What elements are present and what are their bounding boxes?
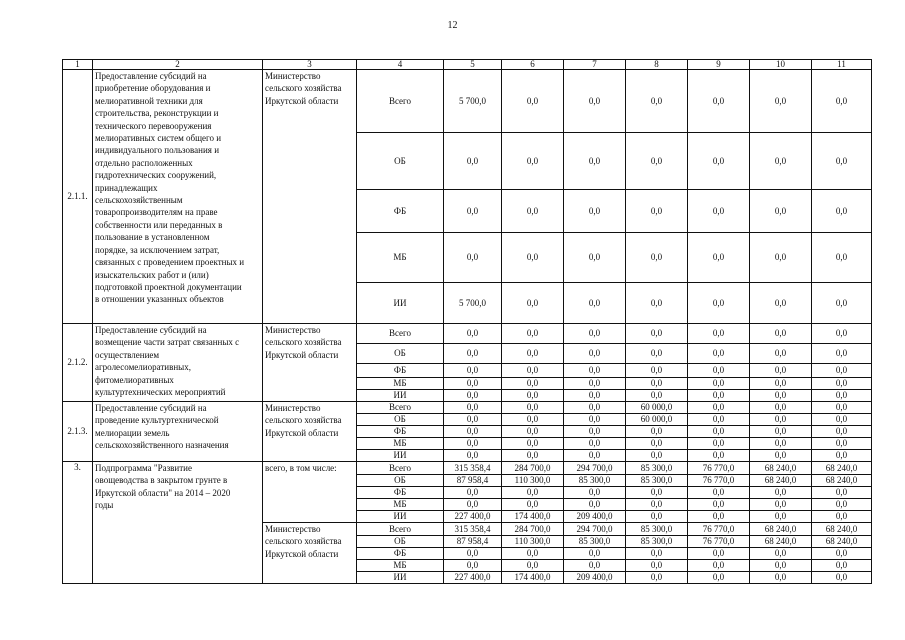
value-cell: 0,0 [502, 133, 564, 190]
value-cell: 0,0 [564, 283, 626, 324]
item-name-line: индивидуального пользования и [95, 145, 220, 156]
value-cell: 0,0 [502, 70, 564, 133]
item-name-line: сельскохозяйственным [95, 195, 183, 206]
value-cell: 0,0 [502, 190, 564, 233]
value-cell: 68 240,0 [750, 536, 812, 548]
value-cell: 0,0 [812, 70, 872, 133]
item-name-line: Иркутской области" на 2014 – 2020 [95, 487, 231, 498]
value-cell: 0,0 [626, 511, 688, 523]
item-name-line: связанных с проведением проектных и [95, 257, 245, 268]
value-cell: 0,0 [812, 560, 872, 572]
funding-source: МБ [357, 233, 444, 283]
value-cell: 0,0 [812, 438, 872, 450]
value-cell: 0,0 [626, 378, 688, 390]
executor [263, 324, 357, 402]
table-row [63, 462, 872, 475]
value-cell: 0,0 [564, 390, 626, 402]
item-name-line: мелиоративной техники для [95, 95, 203, 106]
executor-line: Иркутской области [265, 427, 339, 438]
funding-source: ОБ [357, 536, 444, 548]
item-name-line: осуществлением [95, 349, 160, 360]
funding-source: МБ [357, 560, 444, 572]
executor [263, 402, 357, 462]
value-cell: 0,0 [502, 324, 564, 344]
item-name-line: собственности или переданных в [95, 219, 223, 230]
item-name-line: в отношении указанных объектов [95, 294, 224, 305]
value-cell: 5 700,0 [444, 283, 502, 324]
executor [263, 70, 357, 324]
value-cell: 68 240,0 [812, 523, 872, 536]
col-header: 4 [357, 60, 444, 70]
value-cell: 0,0 [812, 450, 872, 462]
funding-source: ИИ [357, 572, 444, 584]
value-cell: 0,0 [812, 572, 872, 584]
value-cell: 0,0 [626, 450, 688, 462]
value-cell: 76 770,0 [688, 523, 750, 536]
value-cell: 0,0 [750, 390, 812, 402]
value-cell: 0,0 [444, 390, 502, 402]
value-cell: 0,0 [444, 560, 502, 572]
value-cell: 294 700,0 [564, 462, 626, 475]
executor-line: Министерство [265, 325, 321, 335]
value-cell: 0,0 [626, 426, 688, 438]
value-cell: 315 358,4 [444, 462, 502, 475]
value-cell: 0,0 [502, 438, 564, 450]
value-cell: 0,0 [812, 233, 872, 283]
value-cell: 0,0 [502, 378, 564, 390]
value-cell: 0,0 [444, 402, 502, 414]
value-cell: 0,0 [564, 233, 626, 283]
item-name-line: агролесомелиоративных, [95, 362, 191, 373]
item-name-line: технического перевооружения [95, 120, 212, 131]
value-cell: 0,0 [750, 426, 812, 438]
executor-line: Иркутской области [265, 349, 339, 360]
funding-source: ОБ [357, 344, 444, 364]
item-name-line: сельскохозяйственного назначения [95, 440, 229, 451]
value-cell: 85 300,0 [626, 462, 688, 475]
value-cell: 0,0 [626, 133, 688, 190]
value-cell: 0,0 [750, 499, 812, 511]
value-cell: 0,0 [444, 438, 502, 450]
value-cell: 0,0 [502, 499, 564, 511]
value-cell: 0,0 [502, 414, 564, 426]
executor [263, 523, 357, 584]
value-cell: 0,0 [626, 283, 688, 324]
value-cell: 0,0 [750, 402, 812, 414]
funding-source: ОБ [357, 133, 444, 190]
value-cell: 0,0 [564, 378, 626, 390]
value-cell: 0,0 [502, 426, 564, 438]
value-cell: 0,0 [564, 438, 626, 450]
item-name-line: проведение культуртехнической [95, 415, 219, 426]
value-cell: 0,0 [688, 450, 750, 462]
value-cell: 0,0 [626, 560, 688, 572]
value-cell: 0,0 [564, 70, 626, 133]
item-name-line: культуртехнических мероприятий [95, 387, 226, 398]
item-name-line: пользование в установленном [95, 232, 210, 243]
value-cell: 0,0 [750, 414, 812, 426]
funding-source: Всего [357, 523, 444, 536]
value-cell: 0,0 [444, 233, 502, 283]
value-cell: 0,0 [750, 438, 812, 450]
col-header: 11 [812, 60, 872, 70]
value-cell: 0,0 [812, 511, 872, 523]
funding-source: Всего [357, 70, 444, 133]
value-cell: 85 300,0 [626, 523, 688, 536]
value-cell: 0,0 [750, 572, 812, 584]
value-cell: 110 300,0 [502, 536, 564, 548]
value-cell: 0,0 [688, 324, 750, 344]
value-cell: 0,0 [444, 378, 502, 390]
value-cell: 0,0 [750, 450, 812, 462]
value-cell: 0,0 [444, 499, 502, 511]
value-cell: 0,0 [812, 283, 872, 324]
value-cell: 0,0 [626, 390, 688, 402]
value-cell: 0,0 [564, 426, 626, 438]
value-cell: 0,0 [502, 450, 564, 462]
value-cell: 0,0 [812, 364, 872, 378]
value-cell: 0,0 [688, 70, 750, 133]
value-cell: 0,0 [502, 548, 564, 560]
value-cell: 0,0 [812, 499, 872, 511]
value-cell: 85 300,0 [626, 536, 688, 548]
item-code: 2.1.1. [63, 70, 93, 324]
item-code: 2.1.2. [63, 324, 93, 402]
value-cell: 0,0 [564, 548, 626, 560]
executor-line: Иркутской области [265, 95, 339, 106]
value-cell: 0,0 [688, 233, 750, 283]
funding-source: ИИ [357, 283, 444, 324]
item-name-line: принадлежащих [95, 182, 158, 193]
value-cell: 0,0 [626, 324, 688, 344]
item-code: 2.1.3. [63, 402, 93, 462]
funding-source: ОБ [357, 414, 444, 426]
value-cell: 0,0 [444, 344, 502, 364]
value-cell: 0,0 [750, 487, 812, 499]
value-cell: 0,0 [564, 364, 626, 378]
item-name-line: отдельно расположенных [95, 157, 193, 168]
value-cell: 76 770,0 [688, 462, 750, 475]
value-cell: 0,0 [688, 344, 750, 364]
value-cell: 0,0 [444, 548, 502, 560]
value-cell: 0,0 [502, 344, 564, 364]
value-cell: 0,0 [564, 402, 626, 414]
value-cell: 0,0 [564, 344, 626, 364]
funding-source: ИИ [357, 450, 444, 462]
value-cell: 0,0 [750, 283, 812, 324]
funding-source: МБ [357, 378, 444, 390]
col-header: 1 [63, 60, 93, 70]
value-cell: 0,0 [688, 487, 750, 499]
value-cell: 284 700,0 [502, 462, 564, 475]
value-cell: 0,0 [812, 133, 872, 190]
col-header: 9 [688, 60, 750, 70]
value-cell: 174 400,0 [502, 572, 564, 584]
col-header: 10 [750, 60, 812, 70]
value-cell: 0,0 [502, 283, 564, 324]
funding-source: ФБ [357, 364, 444, 378]
executor-line: сельского хозяйства [265, 83, 342, 94]
funding-source: ИИ [357, 390, 444, 402]
value-cell: 0,0 [688, 364, 750, 378]
value-cell: 0,0 [626, 233, 688, 283]
item-name-line: Предоставление субсидий на [95, 403, 207, 413]
value-cell: 0,0 [750, 364, 812, 378]
value-cell: 0,0 [444, 450, 502, 462]
value-cell: 0,0 [564, 414, 626, 426]
funding-source: Всего [357, 324, 444, 344]
value-cell: 284 700,0 [502, 523, 564, 536]
value-cell: 227 400,0 [444, 511, 502, 523]
executor-line: сельского хозяйства [265, 415, 342, 426]
executor-line: Министерство [265, 71, 321, 81]
value-cell: 0,0 [502, 233, 564, 283]
value-cell: 0,0 [688, 499, 750, 511]
value-cell: 0,0 [688, 390, 750, 402]
item-name [93, 324, 263, 402]
col-header: 6 [502, 60, 564, 70]
value-cell: 0,0 [444, 190, 502, 233]
value-cell: 0,0 [626, 438, 688, 450]
col-header: 8 [626, 60, 688, 70]
executor [263, 462, 357, 523]
value-cell: 0,0 [750, 70, 812, 133]
funding-source: ОБ [357, 475, 444, 487]
value-cell: 209 400,0 [564, 511, 626, 523]
value-cell: 85 300,0 [564, 536, 626, 548]
value-cell: 0,0 [688, 438, 750, 450]
value-cell: 0,0 [502, 390, 564, 402]
table-body [63, 70, 872, 584]
funding-source: ФБ [357, 487, 444, 499]
value-cell: 0,0 [626, 487, 688, 499]
value-cell: 0,0 [812, 390, 872, 402]
value-cell: 0,0 [444, 324, 502, 344]
header-row [63, 60, 872, 70]
value-cell: 5 700,0 [444, 70, 502, 133]
value-cell: 0,0 [688, 560, 750, 572]
item-code: 3. [63, 462, 93, 584]
item-name-line: подготовкой проектной документации [95, 281, 242, 292]
value-cell: 0,0 [444, 487, 502, 499]
value-cell: 0,0 [750, 190, 812, 233]
item-name-line: изыскательских работ и (или) [95, 269, 209, 280]
value-cell: 174 400,0 [502, 511, 564, 523]
value-cell: 0,0 [750, 233, 812, 283]
value-cell: 87 958,4 [444, 536, 502, 548]
col-header: 3 [263, 60, 357, 70]
value-cell: 68 240,0 [812, 536, 872, 548]
value-cell: 0,0 [812, 378, 872, 390]
funding-source: ФБ [357, 426, 444, 438]
value-cell: 0,0 [688, 426, 750, 438]
value-cell: 0,0 [812, 548, 872, 560]
col-header: 5 [444, 60, 502, 70]
funding-source: МБ [357, 438, 444, 450]
value-cell: 0,0 [444, 364, 502, 378]
value-cell: 0,0 [812, 324, 872, 344]
value-cell: 0,0 [812, 426, 872, 438]
value-cell: 0,0 [626, 548, 688, 560]
value-cell: 294 700,0 [564, 523, 626, 536]
value-cell: 0,0 [812, 414, 872, 426]
item-name-line: годы [95, 500, 114, 511]
value-cell: 0,0 [444, 133, 502, 190]
executor-line: всего, в том числе: [265, 463, 337, 473]
value-cell: 0,0 [626, 190, 688, 233]
value-cell: 85 300,0 [626, 475, 688, 487]
value-cell: 0,0 [626, 344, 688, 364]
executor-line: сельского хозяйства [265, 536, 342, 547]
value-cell: 68 240,0 [750, 462, 812, 475]
value-cell: 68 240,0 [750, 523, 812, 536]
value-cell: 76 770,0 [688, 536, 750, 548]
value-cell: 68 240,0 [812, 462, 872, 475]
value-cell: 0,0 [502, 487, 564, 499]
value-cell: 0,0 [688, 572, 750, 584]
value-cell: 0,0 [502, 402, 564, 414]
item-name-line: приобретение оборудования и [95, 83, 211, 94]
value-cell: 0,0 [812, 487, 872, 499]
value-cell: 0,0 [626, 70, 688, 133]
value-cell: 0,0 [564, 190, 626, 233]
item-name-line: Предоставление субсидий на [95, 71, 207, 81]
value-cell: 0,0 [444, 414, 502, 426]
funding-source: ФБ [357, 190, 444, 233]
item-name [93, 402, 263, 462]
value-cell: 0,0 [688, 402, 750, 414]
value-cell: 68 240,0 [812, 475, 872, 487]
value-cell: 0,0 [750, 378, 812, 390]
funding-source: МБ [357, 499, 444, 511]
value-cell: 60 000,0 [626, 414, 688, 426]
value-cell: 85 300,0 [564, 475, 626, 487]
value-cell: 315 358,4 [444, 523, 502, 536]
value-cell: 0,0 [812, 402, 872, 414]
value-cell: 0,0 [688, 414, 750, 426]
value-cell: 0,0 [564, 450, 626, 462]
item-name-line: Подпрограмма "Развитие [95, 463, 192, 473]
col-header: 2 [93, 60, 263, 70]
funding-source: ИИ [357, 511, 444, 523]
funding-source: Всего [357, 402, 444, 414]
item-name-line: порядке, за исключением затрат, [95, 244, 220, 255]
value-cell: 227 400,0 [444, 572, 502, 584]
page-number: 12 [447, 20, 458, 31]
value-cell: 68 240,0 [750, 475, 812, 487]
value-cell: 0,0 [626, 572, 688, 584]
value-cell: 0,0 [812, 344, 872, 364]
item-name-line: мелиоративных систем общего и [95, 133, 222, 144]
value-cell: 0,0 [564, 324, 626, 344]
table-row [63, 402, 872, 414]
item-name-line: Предоставление субсидий на [95, 325, 207, 335]
value-cell: 0,0 [688, 378, 750, 390]
executor-line: сельского хозяйства [265, 337, 342, 348]
value-cell: 0,0 [750, 560, 812, 572]
item-name-line: гидротехнических сооружений, [95, 170, 217, 181]
item-name-line: фитомелиоративных [95, 374, 174, 385]
executor-line: Министерство [265, 524, 321, 534]
executor-line: Иркутской области [265, 548, 339, 559]
value-cell: 0,0 [750, 324, 812, 344]
item-name-line: овощеводства в закрытом грунте в [95, 475, 228, 486]
table-row [63, 324, 872, 344]
value-cell: 0,0 [750, 511, 812, 523]
value-cell: 87 958,4 [444, 475, 502, 487]
item-name-line: товаропроизводителям на праве [95, 207, 218, 218]
value-cell: 0,0 [688, 133, 750, 190]
value-cell: 60 000,0 [626, 402, 688, 414]
value-cell: 0,0 [444, 426, 502, 438]
item-name [93, 70, 263, 324]
item-name-line: возмещение части затрат связанных с [95, 337, 240, 348]
value-cell: 0,0 [688, 548, 750, 560]
budget-table [62, 59, 872, 584]
table-row [63, 70, 872, 133]
value-cell: 0,0 [564, 133, 626, 190]
value-cell: 0,0 [688, 283, 750, 324]
value-cell: 0,0 [750, 344, 812, 364]
value-cell: 76 770,0 [688, 475, 750, 487]
value-cell: 0,0 [564, 487, 626, 499]
value-cell: 0,0 [812, 190, 872, 233]
value-cell: 0,0 [688, 511, 750, 523]
value-cell: 0,0 [564, 499, 626, 511]
item-name [93, 462, 263, 584]
value-cell: 0,0 [750, 548, 812, 560]
funding-source: Всего [357, 462, 444, 475]
value-cell: 0,0 [564, 560, 626, 572]
item-name-line: строительства, реконструкции и [95, 108, 219, 119]
value-cell: 0,0 [688, 190, 750, 233]
value-cell: 110 300,0 [502, 475, 564, 487]
item-name-line: мелиорации земель [95, 427, 170, 438]
value-cell: 209 400,0 [564, 572, 626, 584]
value-cell: 0,0 [502, 560, 564, 572]
value-cell: 0,0 [502, 364, 564, 378]
funding-source: ФБ [357, 548, 444, 560]
executor-line: Министерство [265, 403, 321, 413]
value-cell: 0,0 [626, 499, 688, 511]
value-cell: 0,0 [626, 364, 688, 378]
col-header: 7 [564, 60, 626, 70]
value-cell: 0,0 [750, 133, 812, 190]
